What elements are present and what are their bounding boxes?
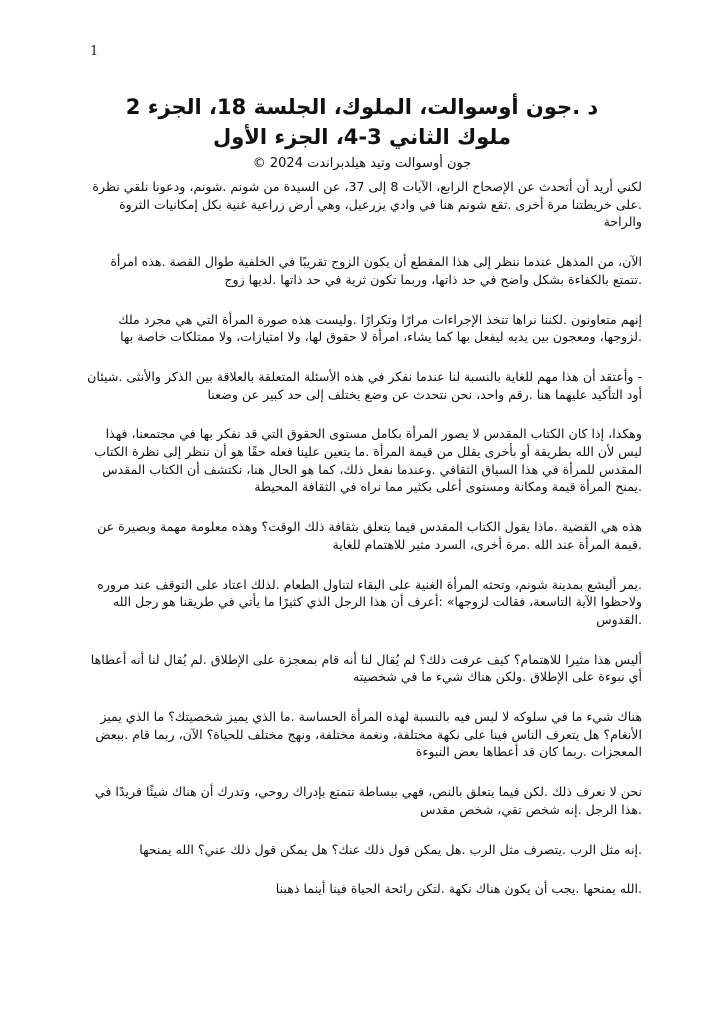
paragraph: لكني أريد أن أتحدث عن الإصحاح الرابع، الآيات 8 إلى 37، عن السيدة من شونم .شونم، ودعونا نلقي نظرة .على خريطتنا مرة أخرى .تقع شونم هنا في وادي يزرعيل، وهي أرض زراعية غنية بكل إمكانيات الثروة والراحة xyxy=(92,179,642,230)
paragraph: هذه هي القضية .ماذا يقول الكتاب المقدس فيما يتعلق بثقافة ذلك الوقت؟ وهذه معلومة مهمة وبصيرة عن .قيمة المرأة عند الله .مرة أخرى، السرد مثير للاهتمام للغاية xyxy=(97,519,642,552)
paragraph: هناك شيء ما في سلوكه لا لبس فيه بالنسبة لهذه المرأة الحساسة .ما الذي يميز شخصيتك؟ ما الذي يميز الأنغام؟ هل يتعرف الناس فينا على نكهة مختلفة، ونغمة مختلفة، ونهج مختلف للحياة؟ الآن، ربما قام .ببعض المعجزات .ربما كان قد أعطاها بعض النبوءة xyxy=(95,709,642,760)
title-block xyxy=(60,92,664,174)
paragraph: وهكذا، إذا كان الكتاب المقدس لا يصور المرأة بكامل مستوى الحقوق التي قد نفكر بها في مجتمعنا، فهذا ليس لأن الله بطريقة أو بأخرى يقلل من قيمة المرأة .ما يتعين علينا فعله حقًا هو أن ننظر إلى نظرة الكتاب المقدس للمرأة في هذا السياق الثقافي .وعندما نفعل ذلك، كما هو الحال هنا، نكتشف أن الكتاب المقدس .يمنح المرأة قيمة ومكانة ومستوى أعلى بكثير مما نراه في الثقافة المحيطة xyxy=(94,426,642,495)
paragraph: .يمر أليشع بمدينة شونم، وتحثه المرأة الغنية على البقاء لتناول الطعام .لذلك اعتاد على التوقف عند مروره ولاحظوا الآية التاسعة، فقالت لزوجها» :أعرف أن هذا الرجل الذي كثيرًا ما يأتي في طريقنا هو رجل الله .القدوس xyxy=(97,576,642,627)
document-subtitle: ملوك الثاني 3-4، الجزء الأول xyxy=(213,125,511,149)
paragraph: .الله يمنحها .يجب أن يكون هناك نكهة .لتكن رائحة الحياة فينا أينما ذهبنا xyxy=(275,881,642,897)
paragraph: إنهم متعاونون .لكننا نراها تتخذ الإجراءات مرارًا وتكرارًا .وليست هذه صورة المرأة التي هي مجرد ملك .لزوجها، ومعجون بين يديه ليفعل بها كما يشاء، امرأة لا حقوق لها، ولا امتيازات، ولا ممتلكات خاصة بها xyxy=(118,311,642,345)
document-title: د .جون أوسوالت، الملوك، الجلسة 18، الجزء 2 xyxy=(125,95,599,119)
copyright-line: جون أوسوالت وتيد هيلدبراندت 2024 © xyxy=(252,156,472,171)
body-text xyxy=(83,178,642,920)
paragraph: - وأعتقد أن هذا مهم للغاية بالنسبة لنا عندما نفكر في هذه الأسئلة المتعلقة بالعلاقة بين الذكر والأنثى .شيئان أود التأكيد عليهما هنا .رقم واحد، نحن نتحدث عن وضع يختلف إلى حد كبير عن وضعنا xyxy=(87,368,642,402)
paragraph: نحن لا نعرف ذلك .لكن فيما يتعلق بالنص، فهي ببساطة تتمتع بإدراك روحي، وتدرك أن هناك شيئًا فريدًا في .هذا الرجل .إنه شخص تقي، شخص مقدس xyxy=(94,784,642,817)
paragraph: أليس هذا مثيرا للاهتمام؟ كيف عرفت ذلك؟ لم يُقال لنا أنه قام بمعجزة على الإطلاق .لم يُقال لنا أنه أعطاها أي نبوءة على الإطلاق .ولكن هناك شيء ما في شخصيته xyxy=(90,651,642,685)
page-number: 1 xyxy=(90,44,99,59)
paragraph: .إنه مثل الرب .يتصرف مثل الرب .هل يمكن قول ذلك عنك؟ هل يمكن قول ذلك عني؟ الله يمنحها xyxy=(139,841,642,857)
paragraph: الآن، من المذهل عندما ننظر إلى هذا المقطع أن يكون الزوج تقريبًا في الخلفية طوال القصة .هذه امرأة .تتمتع بالكفاءة بشكل واضح في حد ذاتها، وربما تكون ثرية في حد ذاتها .لديها زوج xyxy=(110,254,642,287)
